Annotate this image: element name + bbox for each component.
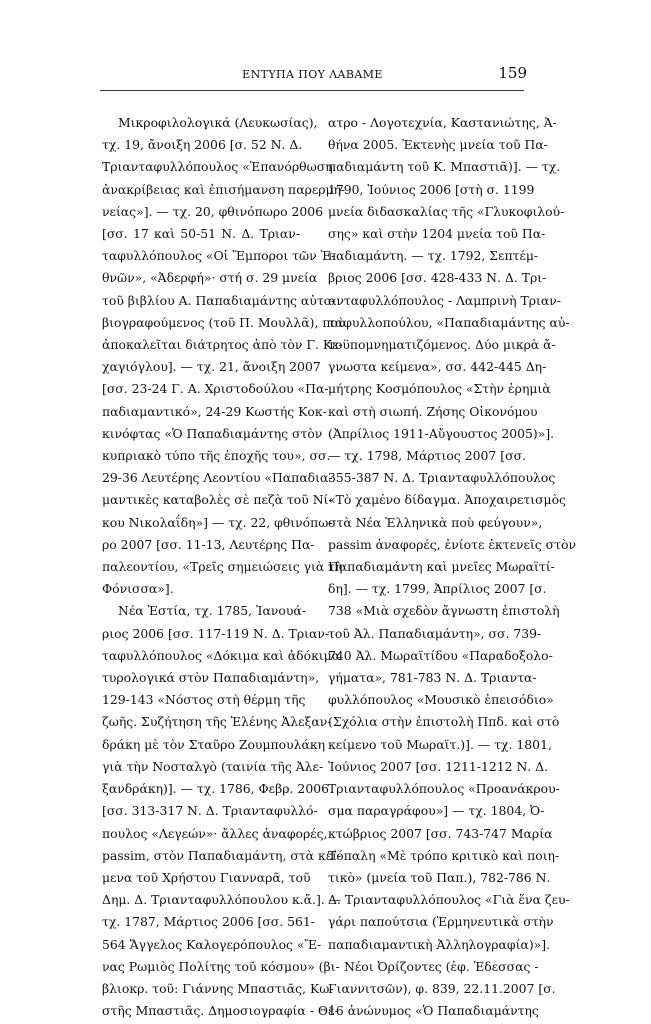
text-line: [σσ. 313-317 Ν. Δ. Τριανταφυλλό-	[102, 803, 318, 819]
text-line: ταφυλλόπουλος «Οἱ Ἔμποροι τῶν Ἐ-	[102, 248, 336, 264]
text-line: μενα τοῦ Χρήστου Γιανναρᾶ, τοῦ	[102, 869, 311, 885]
text-line: χαγιόγλου]. — τχ. 21, ἄνοιξη 2007	[102, 359, 321, 375]
text-line: 129-143 «Νόστος στὴ θέρμη τῆς	[102, 692, 306, 708]
page-number: 159	[498, 64, 527, 82]
text-line: 740 Ἀλ. Μωραϊτίδου «Παραδοξολο-	[328, 647, 553, 663]
text-line: Γιαννιτσῶν), φ. 839, 22.11.2007 [σ.	[328, 980, 556, 996]
text-line: δράκη μὲ τὸν Σταῦρο Ζουμπουλάκη	[102, 736, 326, 752]
page-header	[100, 62, 525, 86]
text-line: 355-387 Ν. Δ. Τριανταφυλλόπουλος	[328, 470, 556, 486]
text-line: σης» καὶ στὴν 1204 μνεία τοῦ Πα-	[328, 226, 546, 242]
text-line: θήνα 2005. Ἐκτενὴς μνεία τοῦ Πα-	[328, 137, 548, 153]
text-line: «Τὸ χαμένο δίδαγμα. Ἀποχαιρετισμὸς	[328, 492, 566, 508]
text-line: βριος 2006 [σσ. 428-433 Ν. Δ. Τρι-	[328, 270, 547, 286]
text-line: βιογραφούμενος (τοῦ Π. Μουλλᾶ), ποὺ	[102, 314, 346, 330]
text-line: 29-36 Λευτέρης Λεοντίου «Παπαδια-	[102, 470, 333, 486]
text-line: θνῶν», «Ἀδερφή»· στή σ. 29 μνεία	[102, 270, 318, 286]
running-title: ΕΝΤΥΠΑ ΠΟΥ ΛΑΒΑΜΕ	[242, 68, 383, 81]
text-line: τικὸ» (μνεία τοῦ Παπ.), 782-786 Ν.	[328, 869, 551, 885]
text-line: ανταφυλλόπουλος - Λαμπρινὴ Τριαν-	[328, 292, 561, 308]
text-line: Μικροφιλολογικά (Λευκωσίας),	[118, 115, 318, 130]
text-line: [σσ. 17 καὶ 50-51 Ν. Δ. Τριαν-	[102, 226, 300, 242]
text-line: ταφυλλοπούλου, «Παπαδιαμάντης αὐ-	[328, 314, 570, 330]
text-line: καὶ στὴ σιωπή. Ζήσης Οἰκονόμου	[328, 403, 538, 419]
text-line: Νέοι Ὀρίζοντες (ἐφ. Ἐδεσσας -	[344, 958, 539, 974]
text-line: γνωστα κείμενα», σσ. 442-445 Δη-	[328, 359, 547, 375]
text-line: νας Ρωμιὸς Πολίτης τοῦ κόσμου» (βι-	[102, 958, 340, 974]
text-line: γήματα», 781-783 Ν. Δ. Τριαντα-	[328, 670, 537, 686]
text-line: 738 «Μιὰ σχεδὸν ἄγνωστη ἐπιστολὴ	[328, 603, 560, 619]
text-line: Δ. Τριανταφυλλόπουλος «Γιὰ ἕνα ζευ-	[328, 892, 570, 908]
text-line: κινόφτας «Ὁ Παπαδιαμάντης στὸν	[102, 425, 323, 441]
text-line: παδιαμαντικό», 24-29 Κωστής Κοκ-	[102, 403, 327, 419]
text-line: στὰ Νέα Ἑλληνικὰ ποὺ φεύγουν»,	[328, 514, 543, 530]
text-line: Νέα Ἑστία, τχ. 1785, Ἰανουά-	[118, 603, 306, 619]
text-line: passim ἀναφορές, ἐνίοτε ἐκτενεῖς στὸν	[328, 536, 576, 552]
text-line: Δημ. Δ. Τριανταφυλλόπουλου κ.ἄ.]. —	[102, 892, 342, 908]
text-line: κυπριακὸ τύπο τῆς ἐποχῆς του», σσ.	[102, 448, 331, 464]
left-text-column	[102, 112, 346, 1022]
text-line: μνεία διδασκαλίας τῆς «Γλυκοφιλού-	[328, 203, 565, 219]
text-line: τχ. 19, ἄνοιξη 2006 [σ. 52 Ν. Δ.	[102, 137, 303, 153]
text-line: βλιοκρ. τοῦ: Γιάννης Μπαστιᾶς, Κω-	[102, 980, 334, 996]
text-line: τυρολογικά στὸν Παπαδιαμάντη»,	[102, 670, 320, 686]
text-line: παδιαμάντη τοῦ Κ. Μπαστιᾶ)]. — τχ.	[328, 159, 561, 175]
text-line: στῆς Μπαστιᾶς. Δημοσιογραφία - Θέ-	[102, 1003, 339, 1019]
text-line: πουλος «Λεγεών»· ἄλλες ἀναφορές,	[102, 825, 328, 841]
text-line: ξανδράκη)]. — τχ. 1786, Φεβρ. 2006	[102, 781, 329, 797]
text-line: φυλλόπουλος «Μουσικὸ ἐπεισόδιο»	[328, 692, 554, 708]
text-line: Παπαδιαμάντη καὶ μνεῖες Μωραϊτί-	[328, 559, 555, 575]
text-line: 564 Ἄγγελος Καλογερόπουλος «Ἔ-	[102, 936, 322, 952]
text-line: Φόνισσα»].	[102, 581, 174, 597]
header-rule	[100, 90, 524, 91]
text-line: Τριανταφυλλόπουλος «Ἐπανόρθωση	[102, 159, 333, 175]
text-line: ατρο - Λογοτεχνία, Καστανιώτης, Ἀ-	[328, 115, 557, 130]
text-line: τοϋπομνηματιζόμενος. Δύο μικρὰ ἄ-	[328, 337, 556, 353]
text-line: ρο 2007 [σσ. 11-13, Λευτέρης Πα-	[102, 536, 315, 552]
text-line: κτώβριος 2007 [σσ. 743-747 Μαρία	[328, 825, 553, 841]
right-text-column	[328, 112, 576, 1022]
text-line: ἀνακρίβειας καὶ ἐπισήμανση παρερμη-	[102, 181, 346, 197]
text-line: 16 ἀνώνυμος «Ὁ Παπαδιαμάντης	[328, 1003, 539, 1019]
text-line: ἀποκαλεῖται διάτρητος ἀπὸ τὸν Γ. Κε-	[102, 337, 343, 353]
text-line: 1790, Ἰούνιος 2006 [στὴ σ. 1199	[328, 181, 535, 197]
text-line: παπαδιαμαντικὴ Ἀλληλογραφία)»].	[328, 936, 551, 952]
text-line: τοῦ Ἀλ. Παπαδιαμάντη», σσ. 739-	[328, 625, 542, 641]
text-line: Ἰούνιος 2007 [σσ. 1211-1212 Ν. Δ.	[328, 758, 549, 774]
text-line: ζωῆς. Συζήτηση τῆς Ἑλένης Ἀλεξαν-	[102, 714, 332, 730]
text-line: παλεοντίου, «Τρεῖς σημειώσεις γιὰ τὴ	[102, 559, 343, 575]
text-line: Τόπαλη «Μὲ τρόπο κριτικὸ καὶ ποιη-	[328, 847, 560, 863]
text-line: [σσ. 23-24 Γ. Α. Χριστοδούλου «Πα-	[102, 381, 329, 397]
text-line: τοῦ βιβλίου Α. Παπαδιαμάντης αὐτο-	[102, 292, 336, 308]
text-line: ταφυλλόπουλος «Δόκιμα καὶ ἀδόκιμα	[102, 647, 341, 663]
text-line: μαντικὲς καταβολὲς σὲ πεζὰ τοῦ Νί-	[102, 492, 333, 508]
text-line: γάρι παπούτσια (Ἑρμηνευτικὰ στὴν	[328, 914, 554, 930]
text-line: νείας»]. — τχ. 20, φθινόπωρο 2006	[102, 203, 324, 219]
text-line: παδιαμάντη. — τχ. 1792, Σεπτέμ-	[328, 248, 539, 264]
text-line: κου Νικολαΐδη»] — τχ. 22, φθινόπω-	[102, 514, 333, 530]
text-line: passim, στὸν Παπαδιαμάντη, στὰ κεί-	[102, 847, 342, 863]
text-line: ριος 2006 [σσ. 117-119 Ν. Δ. Τριαν-	[102, 625, 330, 641]
text-line: — τχ. 1798, Μάρτιος 2007 [σσ.	[328, 448, 526, 464]
text-line: (Σχόλια στὴν ἐπιστολὴ Ππδ. καὶ στὸ	[328, 714, 560, 730]
text-line: (Ἀπρίλιος 1911-Αὔγουστος 2005)»].	[328, 425, 555, 441]
text-line: Τριανταφυλλόπουλος «Προανάκρου-	[328, 781, 560, 797]
text-line: μήτρης Κοσμόπουλος «Στὴν ἐρημιὰ	[328, 381, 551, 397]
text-line: σμα παραγράφου»] — τχ. 1804, Ὀ-	[328, 803, 545, 819]
text-line: δη]. — τχ. 1799, Ἀπρίλιος 2007 [σ.	[328, 581, 547, 597]
text-line: γιὰ τὴν Νοσταλγὸ (ταινία τῆς Ἀλε-	[102, 758, 324, 774]
text-line: τχ. 1787, Μάρτιος 2006 [σσ. 561-	[102, 914, 315, 930]
text-line: κείμενο τοῦ Μωραϊτ.)]. — τχ. 1801,	[328, 736, 552, 752]
